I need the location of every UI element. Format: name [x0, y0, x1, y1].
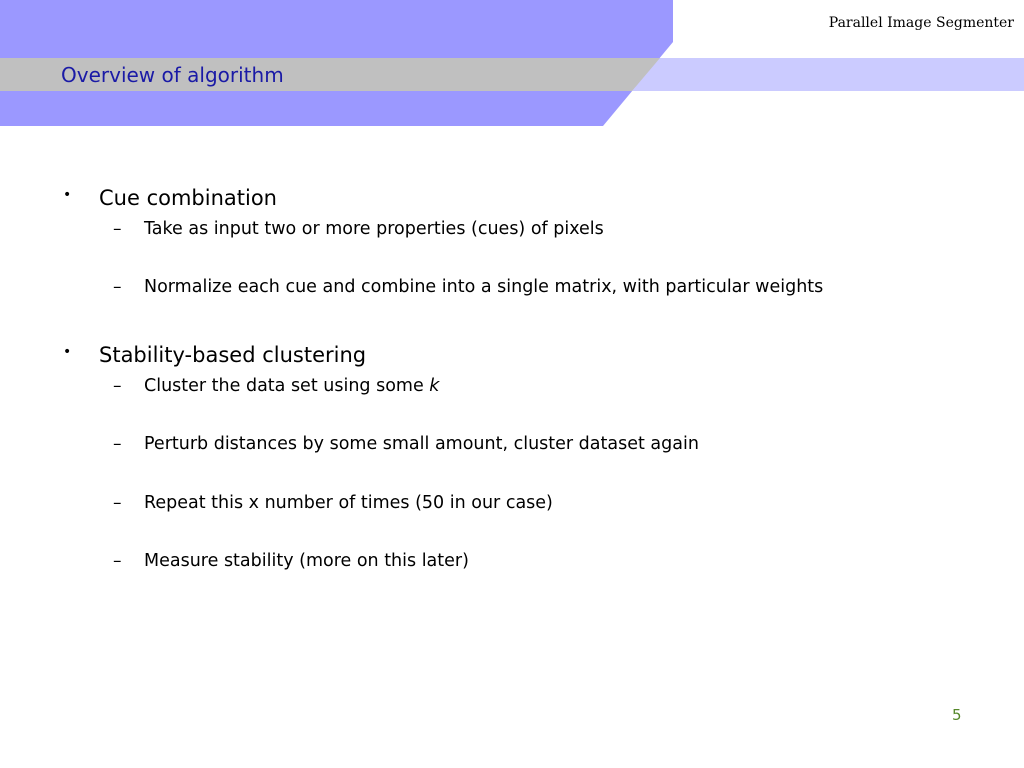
sub-bullet-text: [144, 375, 439, 397]
sub-bullet-text: Repeat this x number of times (50 in our case): [144, 493, 553, 513]
sub-bullet-text: Measure stability (more on this later): [144, 551, 469, 571]
sub-bullet-marker: –: [113, 219, 122, 239]
sub-bullet-text: Normalize each cue and combine into a single matrix, with particular weights: [144, 277, 824, 297]
slide-title: Overview of algorithm: [61, 63, 284, 87]
header-label: Parallel Image Segmenter: [828, 15, 1014, 31]
page-number: 5: [952, 706, 962, 724]
variable-k: k: [429, 376, 440, 396]
sub-bullet-text-plain: Cluster the data set using some: [144, 376, 430, 396]
bullet-marker: •: [63, 187, 72, 203]
sub-bullet-marker: –: [113, 551, 122, 571]
sub-bullet-text: Perturb distances by some small amount, cluster dataset again: [144, 434, 699, 454]
sub-bullet-marker: –: [113, 376, 122, 396]
bullet-text: Cue combination: [99, 186, 277, 210]
sub-bullet-marker: –: [113, 277, 122, 297]
sub-bullet-marker: –: [113, 493, 122, 513]
bullet-marker: •: [63, 344, 72, 360]
sub-bullet-text: Take as input two or more properties (cues) of pixels: [144, 219, 604, 239]
sub-bullet-marker: –: [113, 434, 122, 454]
bullet-text: Stability-based clustering: [99, 343, 367, 367]
